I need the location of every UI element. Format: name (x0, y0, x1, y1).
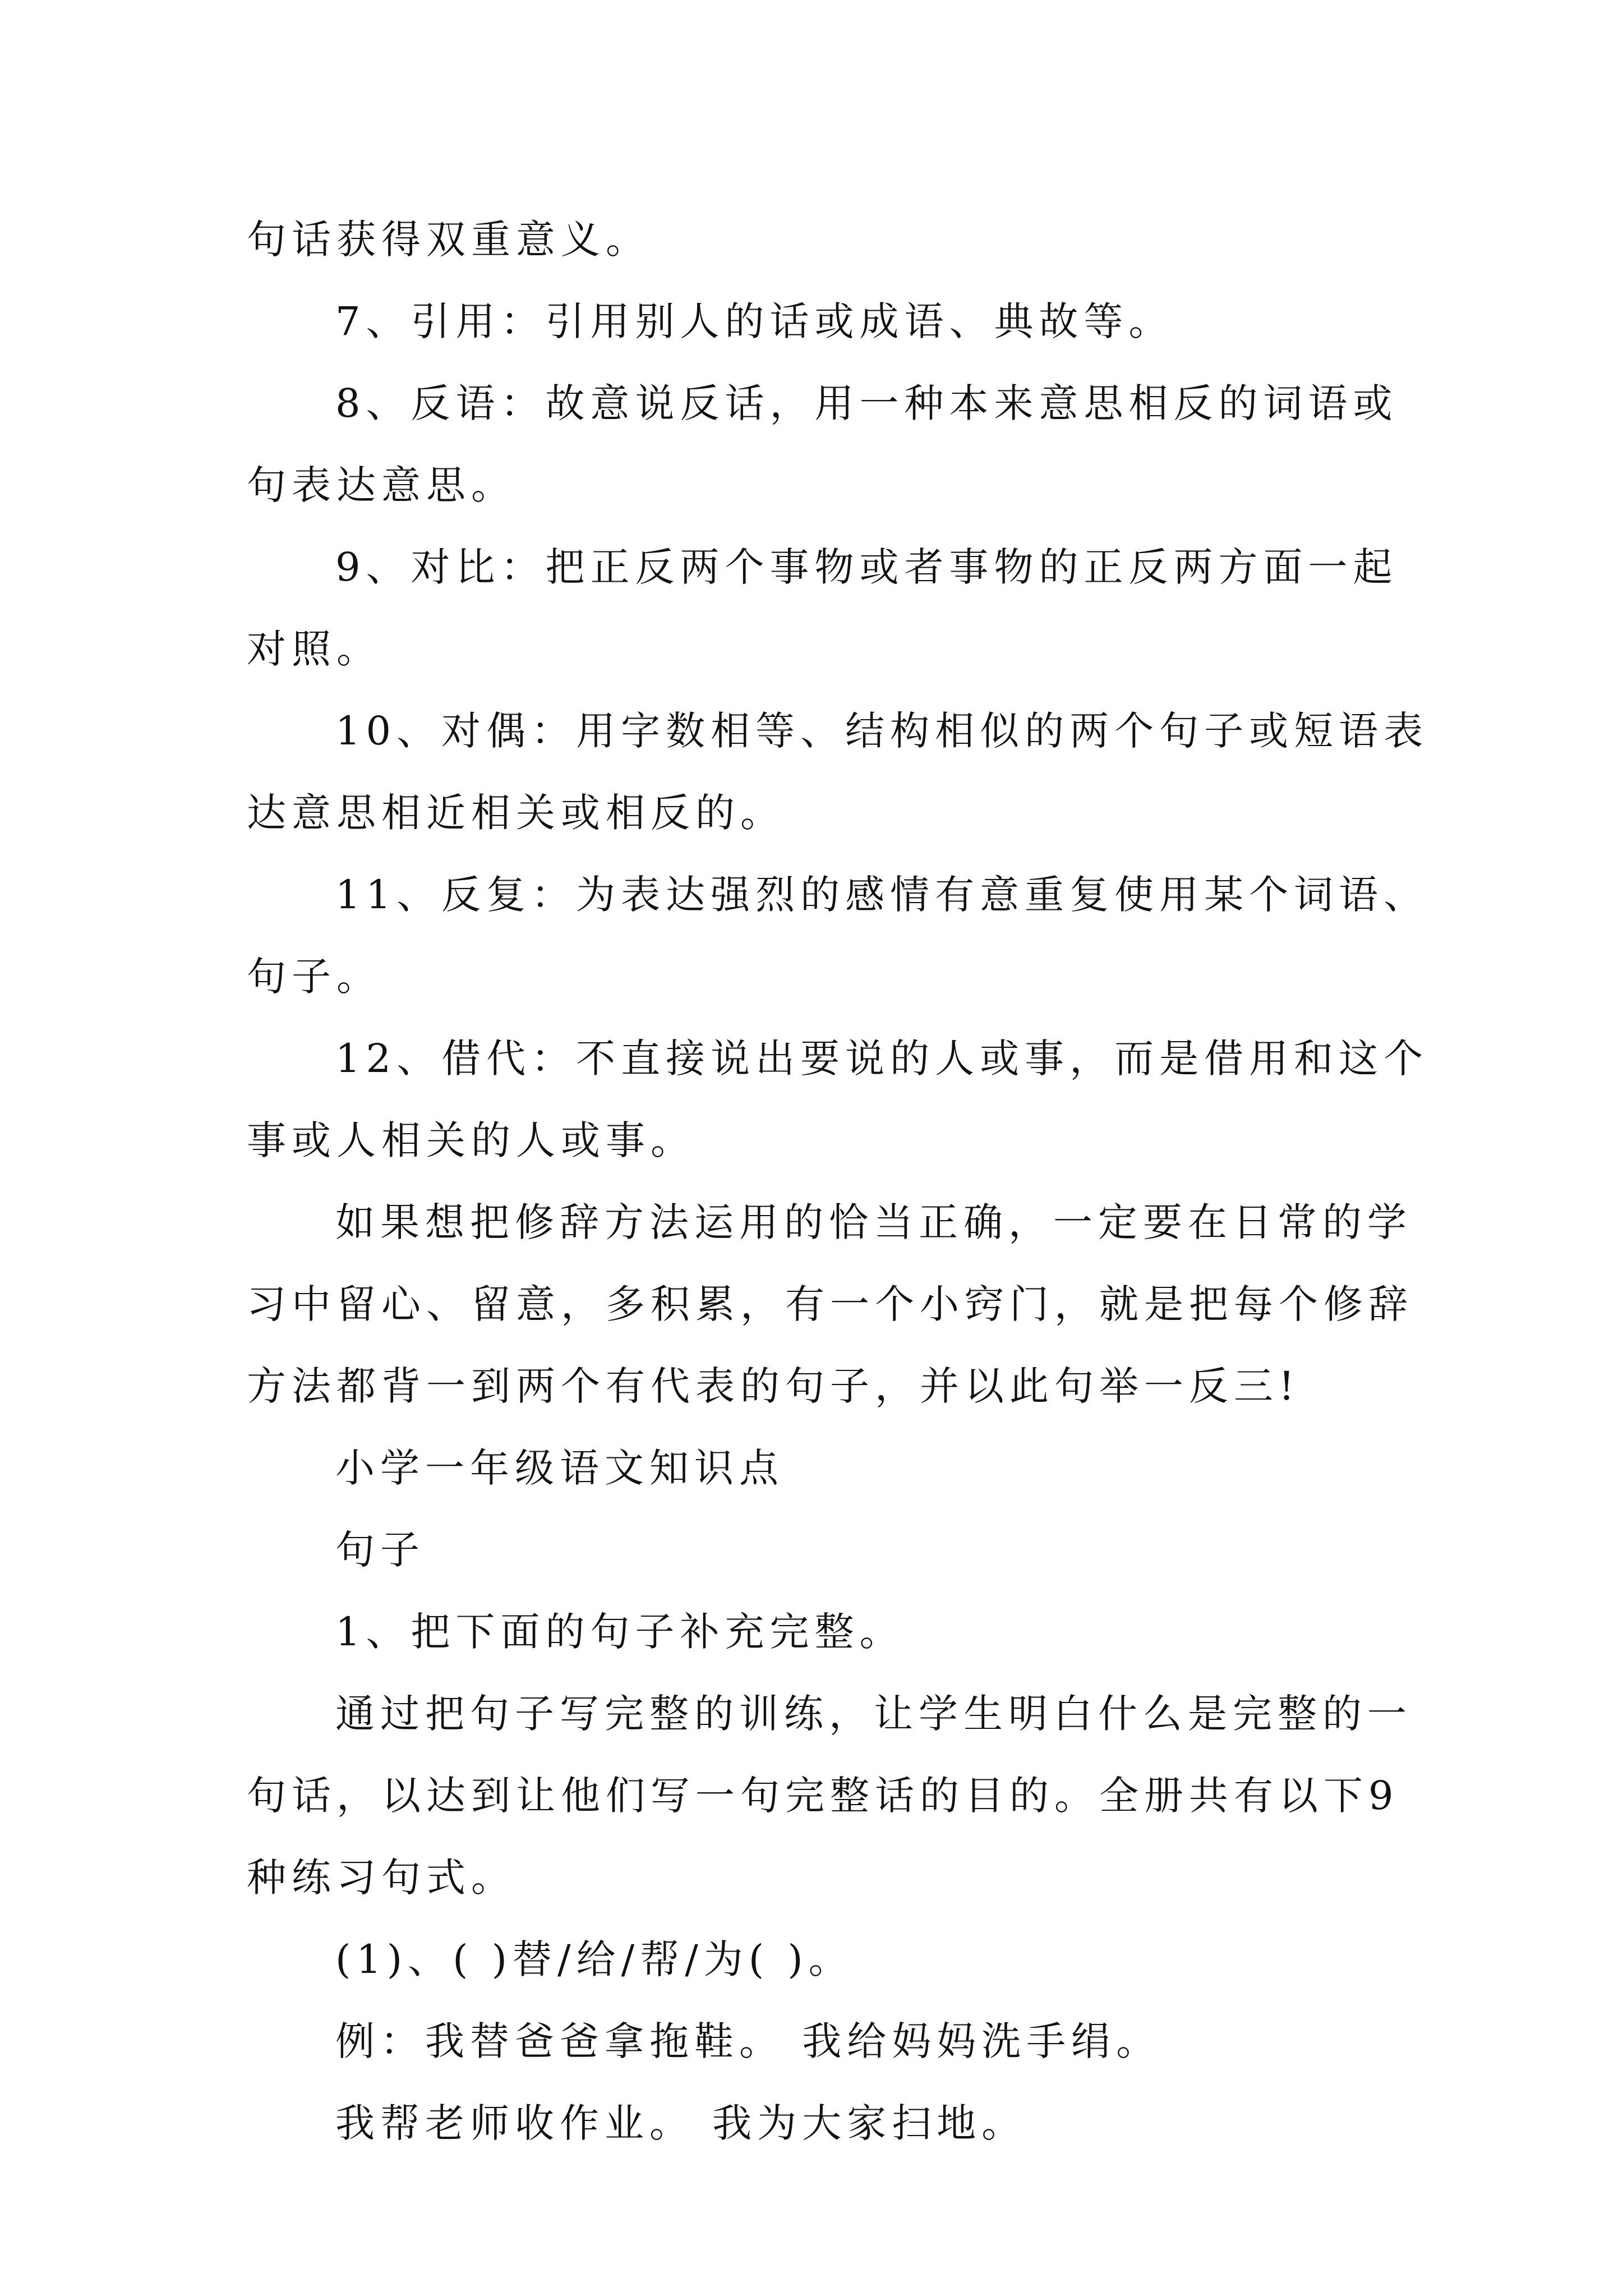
text-line: 句子。 (247, 954, 381, 1000)
text-line: 达意思相近相关或相反的。 (247, 790, 785, 836)
text-line: 我帮老师收作业。 我为大家扫地。 (335, 2100, 1027, 2146)
text-line: 句表达意思。 (247, 462, 516, 508)
section-subtitle: 句子 (335, 1527, 425, 1573)
text-line: 1、把下面的句子补充完整。 (335, 1609, 905, 1655)
text-line: 事或人相关的人或事。 (247, 1117, 695, 1163)
text-line: 如果想把修辞方法运用的恰当正确，一定要在日常的学 (335, 1199, 1412, 1245)
text-line: 10、对偶：用字数相等、结构相似的两个句子或短语表 (335, 708, 1429, 754)
text-line: 习中留心、留意，多积累，有一个小窍门，就是把每个修辞 (247, 1281, 1413, 1327)
text-line: 句话，以达到让他们写一句完整话的目的。全册共有以下9 (247, 1773, 1399, 1819)
text-line: 种练习句式。 (247, 1855, 516, 1901)
text-line: 方法都背一到两个有代表的句子，并以此句举一反三! (247, 1363, 1301, 1409)
section-title: 小学一年级语文知识点 (335, 1445, 784, 1491)
text-line: 通过把句子写完整的训练，让学生明白什么是完整的一 (335, 1691, 1412, 1737)
text-line: 8、反语：故意说反话，用一种本来意思相反的词语或 (335, 380, 1398, 426)
text-line: 7、引用：引用别人的话或成语、典故等。 (335, 298, 1174, 344)
text-line: (1)、( )替/给/帮/为( )。 (335, 1936, 854, 1982)
text-line: 例：我替爸爸拿拖鞋。 我给妈妈洗手绢。 (335, 2018, 1161, 2064)
text-line: 9、对比：把正反两个事物或者事物的正反两方面一起 (335, 544, 1398, 590)
text-line: 对照。 (247, 626, 381, 672)
text-line: 句话获得双重意义。 (247, 217, 651, 263)
text-line: 12、借代：不直接说出要说的人或事，而是借用和这个 (335, 1036, 1429, 1082)
text-line: 11、反复：为表达强烈的感情有意重复使用某个词语、 (335, 872, 1429, 918)
